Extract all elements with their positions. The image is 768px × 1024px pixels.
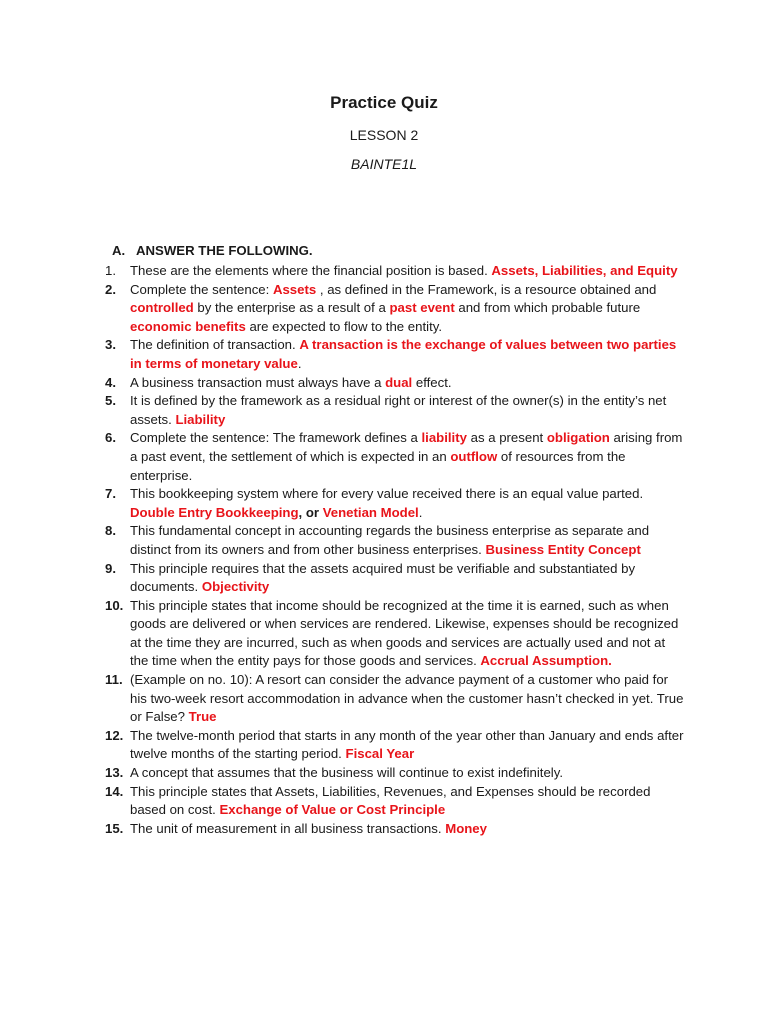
question-list: [105, 262, 685, 838]
question-text-segment: are expected to flow to the entity.: [245, 318, 443, 334]
question-text-segment: A concept that assumes that the business will continue to exist indefinitely.: [130, 765, 563, 781]
question-text-segment: .: [418, 504, 423, 520]
question-text: [130, 820, 685, 839]
answer-text: obligation: [546, 430, 610, 446]
answer-text: Accrual Assumption.: [480, 653, 612, 669]
question-text: [130, 485, 685, 522]
answer-text: liability: [421, 430, 467, 446]
question-text: [130, 392, 685, 429]
answer-text: dual: [385, 374, 413, 390]
question-text-segment: The twelve-month period that starts in any month of the year other than January and ends after twelve months of the starting period.: [130, 727, 684, 762]
question-text-segment: (Example on no. 10): A resort can consider the advance payment of a customer who paid for his two-week resort accommodation in advance when the customer hasn’t checked in yet. True or False?: [130, 672, 684, 725]
question-number: 14.: [105, 783, 124, 799]
question-item: [105, 522, 685, 559]
question-item: [105, 820, 685, 839]
question-item: [105, 392, 685, 429]
course-code: BAINTE1L: [350, 156, 418, 172]
answer-text: Liability: [175, 411, 226, 427]
question-item: [105, 262, 685, 281]
question-item: [105, 671, 685, 727]
answer-text: A transaction is the exchange of values between two parties in terms of monetary value: [130, 337, 677, 371]
question-number: 13.: [105, 765, 124, 781]
question-text: [130, 429, 685, 485]
answer-text: Business Entity Concept: [485, 541, 641, 557]
question-text-bold: , or: [298, 504, 323, 520]
answer-text: Exchange of Value or Cost Principle: [219, 802, 446, 818]
question-number: 3.: [105, 337, 116, 353]
question-text-segment: of resources from the enterprise.: [130, 448, 626, 483]
question-text: [130, 262, 685, 281]
lesson-label: LESSON 2: [349, 127, 419, 143]
question-item: [105, 374, 685, 393]
question-item: [105, 429, 685, 485]
question-text-segment: The unit of measurement in all business transactions.: [130, 820, 446, 836]
question-item: [105, 336, 685, 373]
question-number: 9.: [105, 560, 116, 576]
question-text: [130, 597, 685, 671]
question-text-segment: arising from a past event, the settlement of which is expected in an: [130, 430, 683, 464]
question-text-segment: These are the elements where the financial position is based.: [130, 263, 492, 278]
answer-text: Fiscal Year: [345, 746, 415, 762]
section-title: ANSWER THE FOLLOWING.: [136, 243, 313, 258]
question-text: [130, 522, 685, 559]
question-text: [130, 764, 685, 783]
question-number: 7.: [105, 486, 116, 502]
question-text-segment: A business transaction must always have a: [130, 374, 386, 390]
question-text-segment: The definition of transaction.: [130, 337, 300, 353]
question-text-segment: This principle states that income should be recognized at the time it is earned, such as when goods are delivered or when services are rendered. Likewise, expenses should be recognized at the time they are incurred, such as when goods and services are actually used and not at the time when the entity pays for those goods and services.: [130, 597, 679, 669]
question-text-segment: It is defined by the framework as a residual right or interest of the owner(s) in the entity’s net assets.: [130, 393, 667, 427]
question-item: [105, 783, 685, 820]
question-text-segment: by the enterprise as a result of a: [193, 300, 390, 316]
section-heading: [112, 243, 313, 258]
answer-text: Objectivity: [201, 579, 270, 595]
question-number: 1.: [105, 263, 116, 278]
question-text: [130, 281, 685, 337]
question-item: [105, 764, 685, 783]
answer-text: Double Entry Bookkeeping: [130, 504, 299, 520]
answer-text: Assets, Liabilities, and Equity: [491, 263, 678, 278]
question-item: [105, 281, 685, 337]
question-text-segment: This principle states that Assets, Liabilities, Revenues, and Expenses should be recorded based on cost.: [130, 783, 651, 818]
question-text-segment: as a present: [466, 430, 547, 446]
answer-text: outflow: [450, 448, 498, 464]
question-number: 6.: [105, 430, 116, 446]
page-title: Practice Quiz: [330, 93, 438, 112]
question-text-segment: This principle requires that the assets acquired must be verifiable and substantiated by documents.: [130, 560, 636, 595]
question-number: 10.: [105, 597, 124, 613]
question-number: 15.: [105, 820, 124, 836]
question-text: [130, 727, 685, 764]
question-text-segment: This bookkeeping system where for every value received there is an equal value parted.: [130, 486, 644, 502]
question-item: [105, 597, 685, 671]
question-item: [105, 727, 685, 764]
question-text: [130, 671, 685, 727]
answer-text: True: [188, 709, 217, 725]
question-text: [130, 783, 685, 820]
question-item: [105, 485, 685, 522]
section-letter: A.: [112, 243, 126, 258]
answer-text: Assets: [272, 281, 317, 297]
question-text: [130, 560, 685, 597]
question-number: 11.: [105, 672, 123, 688]
answer-text: past event: [389, 300, 455, 316]
question-text-segment: This fundamental concept in accounting regards the business enterprise as separate and distinct from its owners and from other business enterprises.: [130, 523, 650, 557]
question-number: 5.: [105, 393, 116, 409]
question-text: [130, 336, 685, 373]
question-text-segment: Complete the sentence: The framework defines a: [130, 430, 422, 446]
question-text-segment: Complete the sentence:: [130, 281, 273, 297]
question-text-segment: , as defined in the Framework, is a resource obtained and: [316, 281, 657, 297]
answer-text: Money: [445, 820, 487, 836]
question-number: 8.: [105, 523, 116, 539]
question-text-segment: effect.: [412, 374, 452, 390]
question-number: 12.: [105, 727, 124, 743]
question-number: 4.: [105, 374, 116, 390]
question-text-segment: .: [297, 355, 302, 371]
question-number: 2.: [105, 281, 116, 297]
answer-text: Venetian Model: [322, 504, 419, 520]
question-text: [130, 374, 685, 393]
question-text-segment: and from which probable future: [454, 300, 641, 316]
answer-text: economic benefits: [130, 318, 246, 334]
answer-text: controlled: [130, 300, 194, 316]
question-item: [105, 560, 685, 597]
